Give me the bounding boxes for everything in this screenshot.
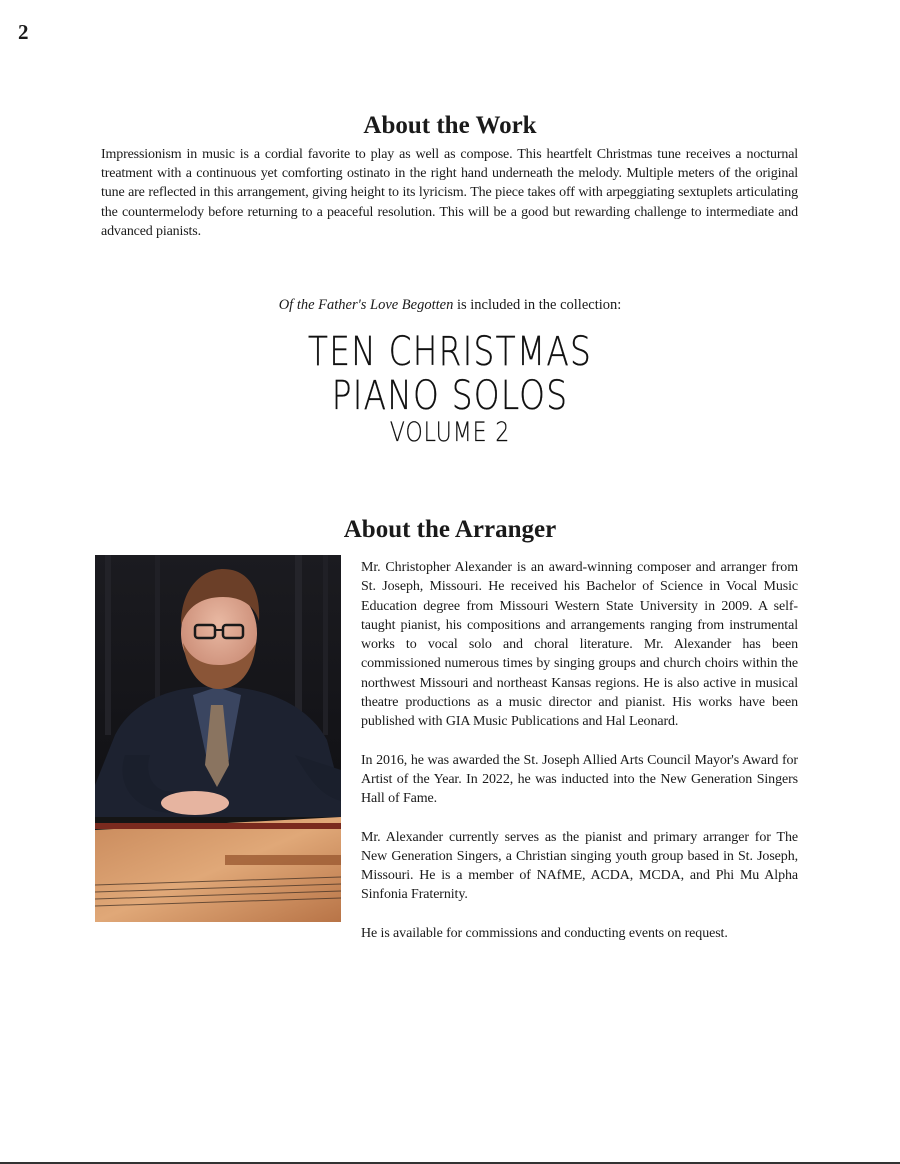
collection-inclusion-text: is included in the collection: (453, 297, 622, 313)
collection-title-line3: VOLUME 2 (389, 417, 511, 448)
collection-title-line2: PIANO SOLOS (331, 373, 569, 419)
bio-paragraph-4: He is available for commissions and conducting events on request. (361, 925, 728, 941)
arranger-bio (361, 558, 798, 962)
bio-paragraph-1: Mr. Christopher Alexander is an award-winning composer and arranger from St. Joseph, Missouri. He received his Bachelor of Science in Vocal Music Education degree from Missouri Western State University in 2009. A self-taught pianist, his compositions and arrangements ranging from instrumental works to vocal solo and choral literature. Mr. Alexander has been commissioned numerous times by singing groups and church choirs within the northwest Missouri and northeast Kansas regions. He is also active in musical theatre productions as a music director and pianist. His works have been published with GIA Music Publications and Hal Leonard. (361, 560, 798, 730)
bio-paragraph-2: In 2016, he was awarded the St. Joseph Allied Arts Council Mayor's Award for Artist of the Year. In 2022, he was inducted into the New Generation Singers Hall of Fame. (361, 752, 798, 807)
about-work-paragraph: Impressionism in music is a cordial favorite to play as well as compose. This heartfelt Christmas tune receives a nocturnal treatment with a continuous yet comforting ostinato in the right hand underneath the melody. Multiple meters of the original tune are reflected in this arrangement, giving height to its lyricism. The piece takes off with arpeggiating sextuplets articulating the countermelody before returning to a peaceful resolution. This will be a good but rewarding challenge to intermediate and advanced pianists. (101, 147, 798, 239)
arranger-photo-illustration (95, 555, 341, 922)
about-arranger-heading: About the Arranger (343, 516, 557, 543)
about-work-heading: About the Work (363, 112, 537, 139)
work-title: Of the Father's Love Begotten (278, 297, 454, 313)
collection-title-line1: TEN CHRISTMAS (307, 329, 593, 375)
collection-intro (0, 297, 900, 314)
arranger-photo (95, 555, 341, 922)
collection-title (0, 330, 900, 448)
page-number: 2 (18, 20, 29, 44)
bio-paragraph-3: Mr. Alexander currently serves as the pianist and primary arranger for The New Generation Singers, a Christian singing youth group based in St. Joseph, Missouri. He is a member of NAfME, ACDA, MCDA, and Phi Mu Alpha Sinfonia Fraternity. (361, 829, 798, 903)
